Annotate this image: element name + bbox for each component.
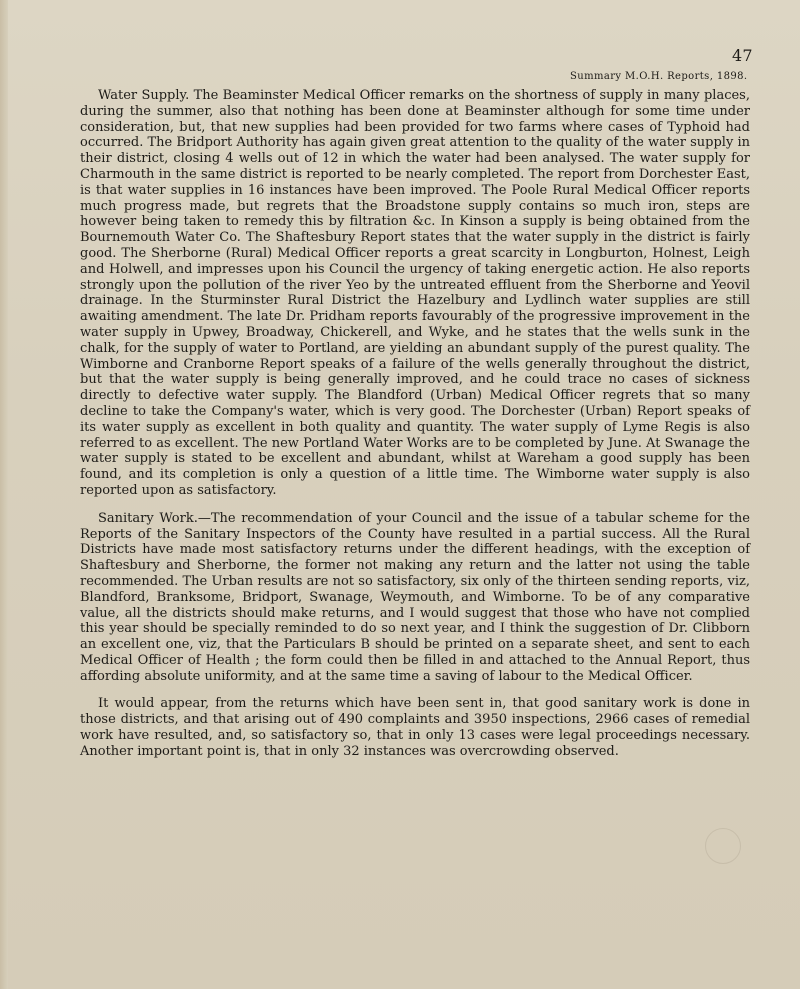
page-number: 47 <box>732 46 753 65</box>
paper-stain <box>705 828 741 864</box>
paragraph-text: The recommendation of your Council and the issue of a tabular scheme for the Reports of the Sanitary Inspectors of the County have resulted in a partial success. All the Rural Districts have made most satisfactory returns under the different headings, with the exception of Shaftesbury and Sherborne, the former not making any return and the latter not using the table recommended. The Urban results are not so satisfactory, six only of the thirteen sending reports, viz, Blandford, Branksome, Bridport, Swanage, Weymouth, and Wimborne. To be of any comparative value, all the districts should make returns, and I would suggest that those who have not complied this year should be specially reminded to do so next year, and I think the suggestion of Dr. Clibborn an excellent one, viz, that the Particulars B should be printed on a separate sheet, and sent to each Medical Officer of Health ; the form could then be filled in and attached to the Annual Report, thus affording absolute uniformity, and at the same time a saving of labour to the Medical Officer. <box>80 510 750 684</box>
paragraph-sanitary-work <box>80 511 750 685</box>
document-body <box>80 88 750 760</box>
paragraph-heading: Water Supply. <box>98 88 194 103</box>
paragraph-heading: Sanitary Work.— <box>98 510 211 526</box>
paragraph-text: It would appear, from the returns which have been sent in, that good sanitary work is done in those districts, and that arising out of 490 complaints and 3950 inspections, 2966 cases of remedial work have resulted, and, so satisfactory so, that in only 13 cases were legal proceedings necessary. Another important point is, that in only 32 instances was overcrowding observed. <box>80 696 750 759</box>
page-edge <box>0 0 8 989</box>
paragraph-sanitary-results <box>80 696 750 759</box>
running-head: Summary M.O.H. Reports, 1898. <box>570 71 748 82</box>
paragraph-text: The Beaminster Medical Officer remarks on the shortness of supply in many places, during the summer, also that nothing has been done at Beaminster although for some time under consideration, but, that new supplies had been provided for two farms where cases of Typhoid had occurred. The Bridport Authority has again given great attention to the quality of the water supply in their district, closing 4 wells out of 12 in which the water had been analysed. The water supply for Charmouth in the same district is reported to be nearly completed. The report from Dorchester East, is that water supplies in 16 instances have been improved. The Poole Rural Medical Officer reports much progress made, but regrets that the Broadstone supply contains so much iron, steps are however being taken to remedy this by filtration &c. In Kinson a supply is being obtained from the Bournemouth Water Co. The Shaftesbury Report states that the water supply in the district is fairly good. The Sherborne (Rural) Medical Officer reports a great scarcity in Longburton, Holnest, Leigh and Holwell, and impresses upon his Council the urgency of taking energetic action. He also reports strongly upon the pollution of the river Yeo by the untreated effluent from the Sherborne and Yeovil drainage. In the Sturminster Rural District the Hazelbury and Lydlinch water supplies are still awaiting amendment. The late Dr. Pridham reports favourably of the progressive improvement in the water supply in Upwey, Broadway, Chickerell, and Wyke, and he states that the wells sunk in the chalk, for the supply of water to Portland, are yielding an abundant supply of the purest quality. The Wimborne and Cranborne Report speaks of a failure of the wells generally throughout the district, but that the water supply is being generally improved, and he could trace no cases of sickness directly to defective water supply. The Blandford (Urban) Medical Officer regrets that so many decline to take the Company's water, which is very good. The Dorchester (Urban) Report speaks of its water supply as excellent in both quality and quantity. The water supply of Lyme Regis is also referred to as excellent. The new Portland Water Works are to be completed by June. At Swanage the water supply is stated to be excellent and abundant, whilst at Wareham a good supply has been found, and its completion is only a question of a little time. The Wimborne water supply is also reported upon as satisfactory. <box>80 88 750 498</box>
paragraph-water-supply <box>80 88 750 499</box>
